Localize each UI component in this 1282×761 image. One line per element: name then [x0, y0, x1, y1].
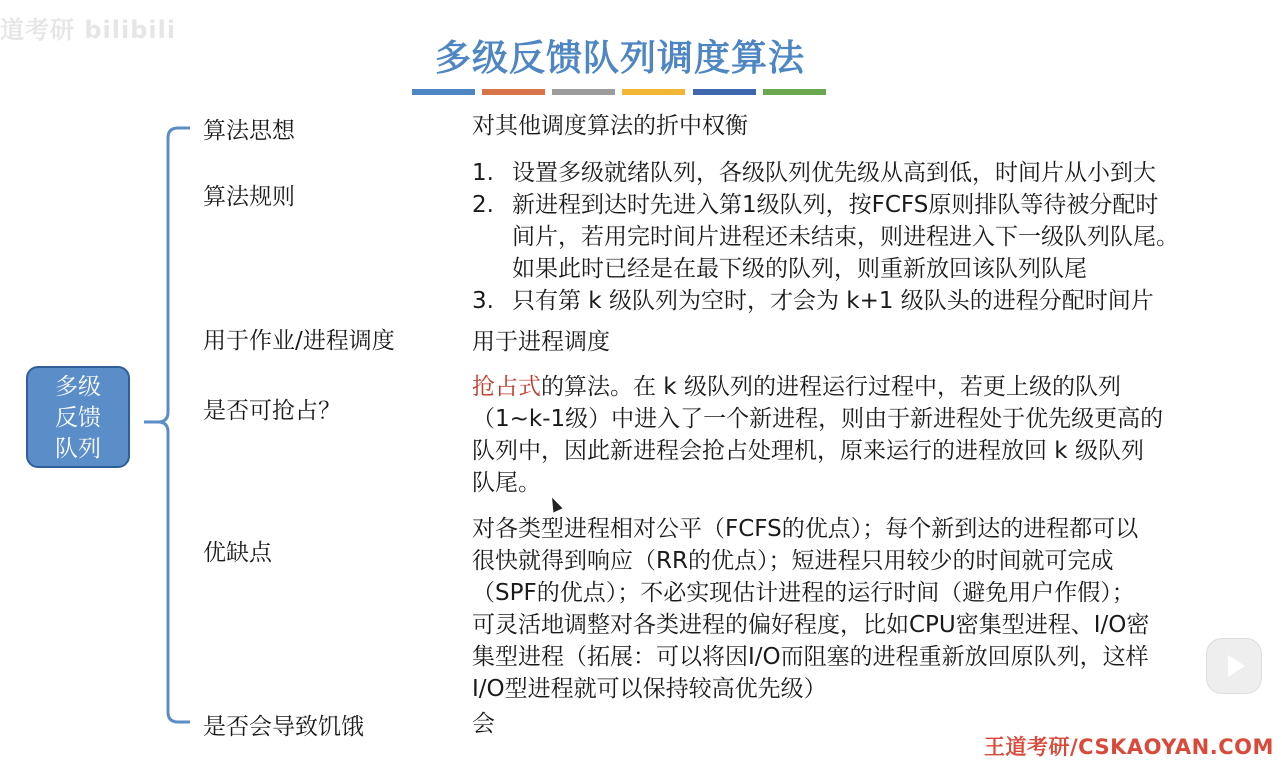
root-node-line: 队列 [55, 436, 101, 462]
content-job-process-scheduling: 用于进程调度 [472, 329, 610, 355]
preempt-line: （1~k-1级）中进入了一个新进程，则由于新进程处于优先级更高的 [472, 406, 1164, 432]
rule-number: 2. [472, 192, 494, 218]
pros-cons-line: 对各类型进程相对公平（FCFS的优点）；每个新到达的进程都可以 [472, 516, 1139, 542]
pros-cons-line: 集型进程（拓展：可以将因I/O而阻塞的进程重新放回原队列，这样 [472, 644, 1149, 670]
content-starvation: 会 [472, 711, 495, 737]
content-pros-cons [472, 513, 1149, 705]
pros-cons-line: 很快就得到响应（RR的优点）；短进程只用较少的时间就可完成 [472, 548, 1114, 574]
preemptive-highlight: 抢占式 [472, 374, 541, 400]
page-title: 多级反馈队列调度算法 [434, 38, 805, 79]
footer-brand: 王道考研/CSKAOYAN.COM [984, 735, 1274, 759]
rule-item [472, 189, 1179, 285]
pros-cons-line: 可灵活地调整对各类进程的偏好程度，比如CPU密集型进程、I/O密 [472, 612, 1150, 638]
rule-item [472, 157, 1179, 189]
root-node-multilevel-feedback-queue [26, 366, 130, 468]
rule-text: 新进程到达时先进入第1级队列，按FCFS原则排队等待被分配时 [512, 192, 1159, 218]
pros-cons-line: （SPF的优点）；不必实现估计进程的运行时间（避免用户作假）； [472, 580, 1135, 606]
root-node-line: 多级 [55, 374, 101, 400]
pros-cons-line: I/O型进程就可以保持较高优先级） [472, 676, 827, 702]
label-job-process-scheduling: 用于作业/进程调度 [203, 328, 395, 354]
rule-item [472, 285, 1179, 317]
rule-text: 如果此时已经是在最下级的队列，则重新放回该队列队尾 [512, 256, 1087, 282]
root-node-line: 反馈 [55, 405, 101, 431]
rule-text: 间片，若用完时间片进程还未结束，则进程进入下一级队列队尾。 [512, 224, 1179, 250]
preempt-line: 队尾。 [472, 470, 541, 496]
bilibili-watermark: 道考研 bilibili [0, 16, 177, 44]
label-preemptive: 是否可抢占？ [203, 398, 341, 424]
play-icon[interactable] [1206, 638, 1262, 694]
content-algorithm-rules [472, 157, 1179, 317]
preempt-text: 的算法。在 k 级队列的进程运行过程中，若更上级的队列 [541, 374, 1121, 400]
content-algorithm-idea: 对其他调度算法的折中权衡 [472, 113, 748, 139]
label-algorithm-rules: 算法规则 [203, 184, 295, 210]
rule-text: 设置多级就绪队列，各级队列优先级从高到低，时间片从小到大 [512, 160, 1156, 186]
label-algorithm-idea: 算法思想 [203, 118, 295, 144]
preempt-line: 队列中，因此新进程会抢占处理机，原来运行的进程放回 k 级队列 [472, 438, 1144, 464]
rule-number: 3. [472, 288, 494, 314]
rule-text: 只有第 k 级队列为空时，才会为 k+1 级队头的进程分配时间片 [512, 288, 1154, 314]
label-pros-cons: 优缺点 [203, 540, 272, 566]
label-starvation: 是否会导致饥饿 [203, 714, 364, 740]
preempt-line [472, 371, 1163, 403]
content-preemptive [472, 371, 1163, 499]
rule-number: 1. [472, 160, 494, 186]
